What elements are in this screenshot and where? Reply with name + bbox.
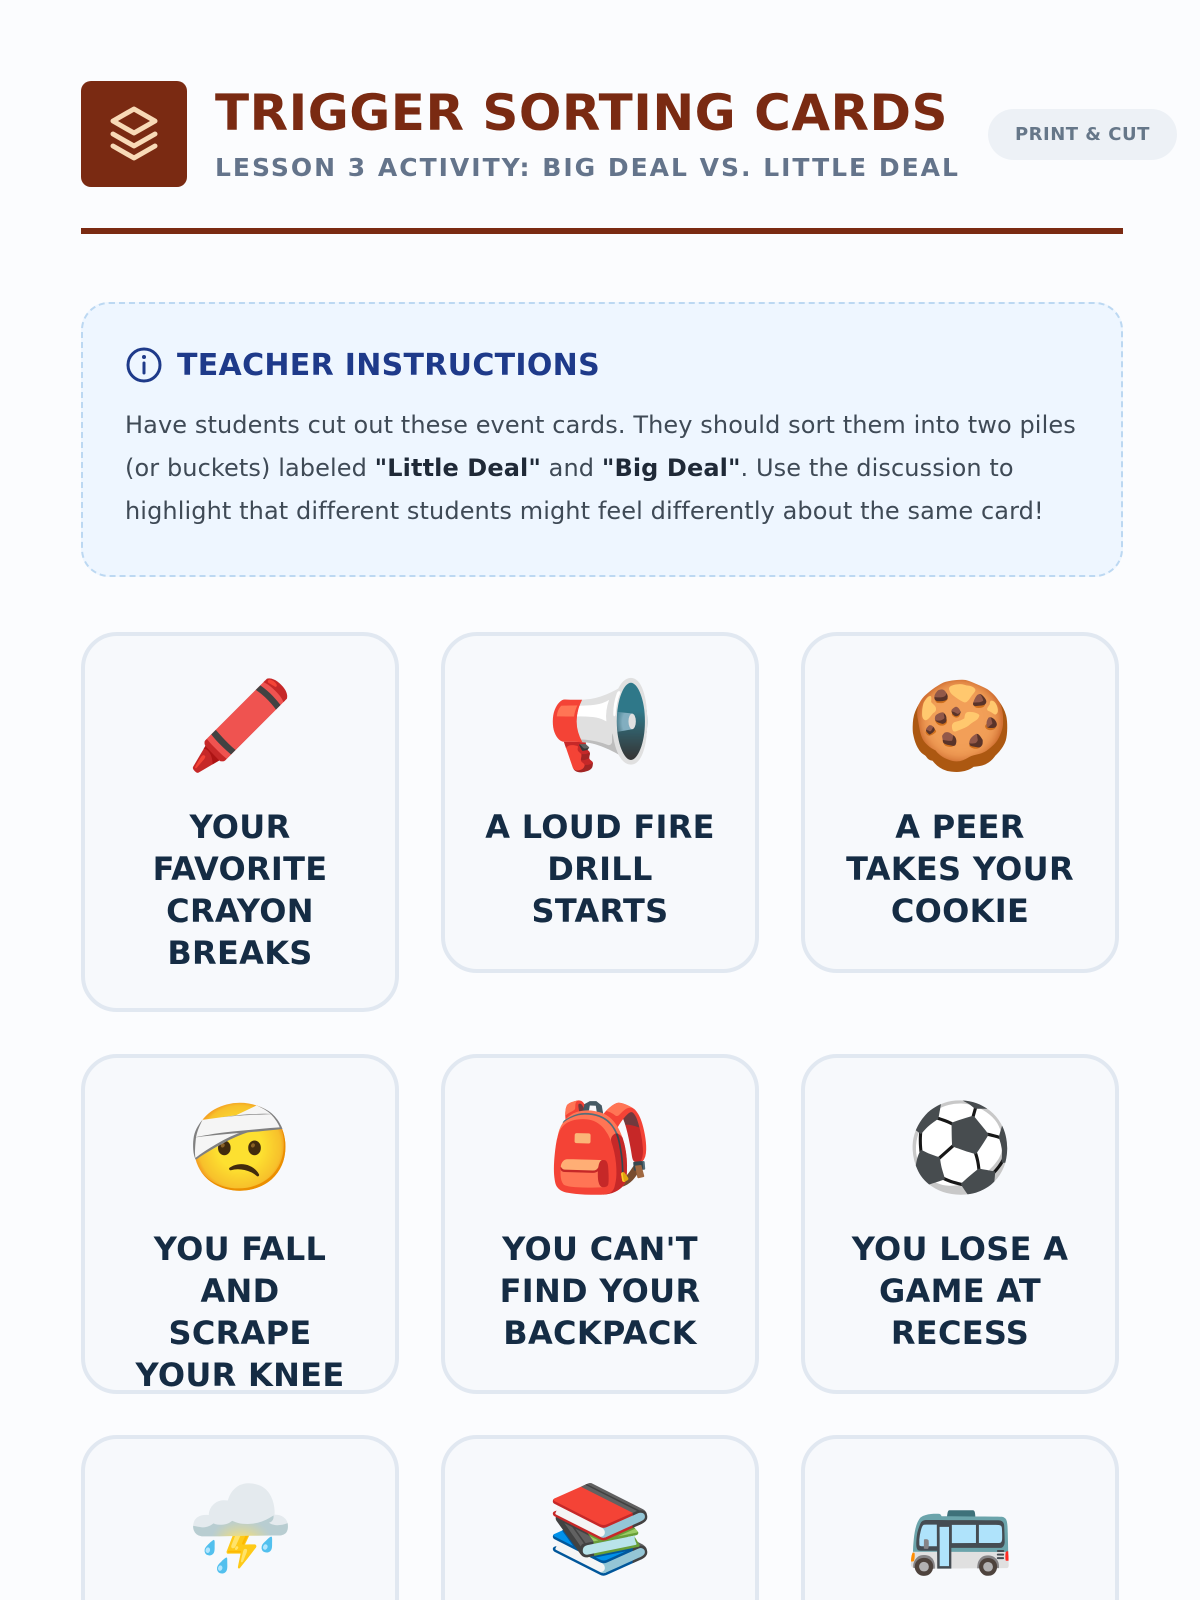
teacher-instructions-heading [125, 346, 1081, 384]
event-card-label: A PEER TAKES YOUR COOKIE [846, 808, 1074, 930]
event-card [801, 1435, 1119, 1600]
event-card-label: YOU LOSE A GAME AT RECESS [851, 1230, 1069, 1352]
event-card [441, 1054, 759, 1394]
cookie-icon: 🍪 [906, 676, 1014, 776]
page-subtitle: LESSON 3 ACTIVITY: BIG DEAL VS. LITTLE DEAL [215, 153, 960, 182]
event-card [81, 632, 399, 1012]
teacher-instructions-text [125, 404, 1081, 533]
event-card [441, 632, 759, 973]
print-and-cut-badge: PRINT & CUT [988, 109, 1177, 160]
bus-icon: 🚌 [906, 1479, 1014, 1579]
event-card-label: YOUR FAVORITE CRAYON BREAKS [152, 808, 328, 972]
megaphone-icon: 📢 [546, 676, 654, 776]
soccer-ball-icon: ⚽ [906, 1098, 1014, 1198]
teacher-instructions-panel [81, 302, 1123, 577]
layers-icon [81, 81, 187, 187]
event-card-label: A LOUD FIRE DRILL STARTS [485, 808, 715, 930]
page-header [81, 81, 1150, 187]
instructions-text-start: Have students cut out these event cards. They should sort them into two piles (or buckets) labeled [125, 411, 1076, 482]
storm-cloud-icon: ⛈️ [186, 1479, 294, 1579]
event-card [441, 1435, 759, 1600]
books-icon: 📚 [546, 1479, 654, 1579]
instructions-text-middle: and [540, 454, 602, 482]
bandaged-face-icon: 🤕 [186, 1098, 294, 1198]
event-card-label: YOU FALL AND SCRAPE YOUR KNEE [135, 1230, 345, 1394]
event-card [801, 1054, 1119, 1394]
event-card [81, 1435, 399, 1600]
crayon-icon: 🖍️ [186, 676, 294, 776]
little-deal-label: "Little Deal" [374, 454, 541, 482]
event-card [801, 632, 1119, 973]
teacher-instructions-title: TEACHER INSTRUCTIONS [177, 347, 600, 383]
page-title: TRIGGER SORTING CARDS [215, 84, 949, 142]
big-deal-label: "Big Deal" [601, 454, 741, 482]
info-icon [125, 346, 163, 384]
event-card [81, 1054, 399, 1394]
title-group [215, 85, 960, 183]
backpack-icon: 🎒 [546, 1098, 654, 1198]
instructions-text-end: . Use the discussion to highlight that different students might feel differently about the same card! [125, 454, 1044, 525]
header-divider [81, 228, 1123, 234]
event-card-label: YOU CAN'T FIND YOUR BACKPACK [499, 1230, 701, 1352]
